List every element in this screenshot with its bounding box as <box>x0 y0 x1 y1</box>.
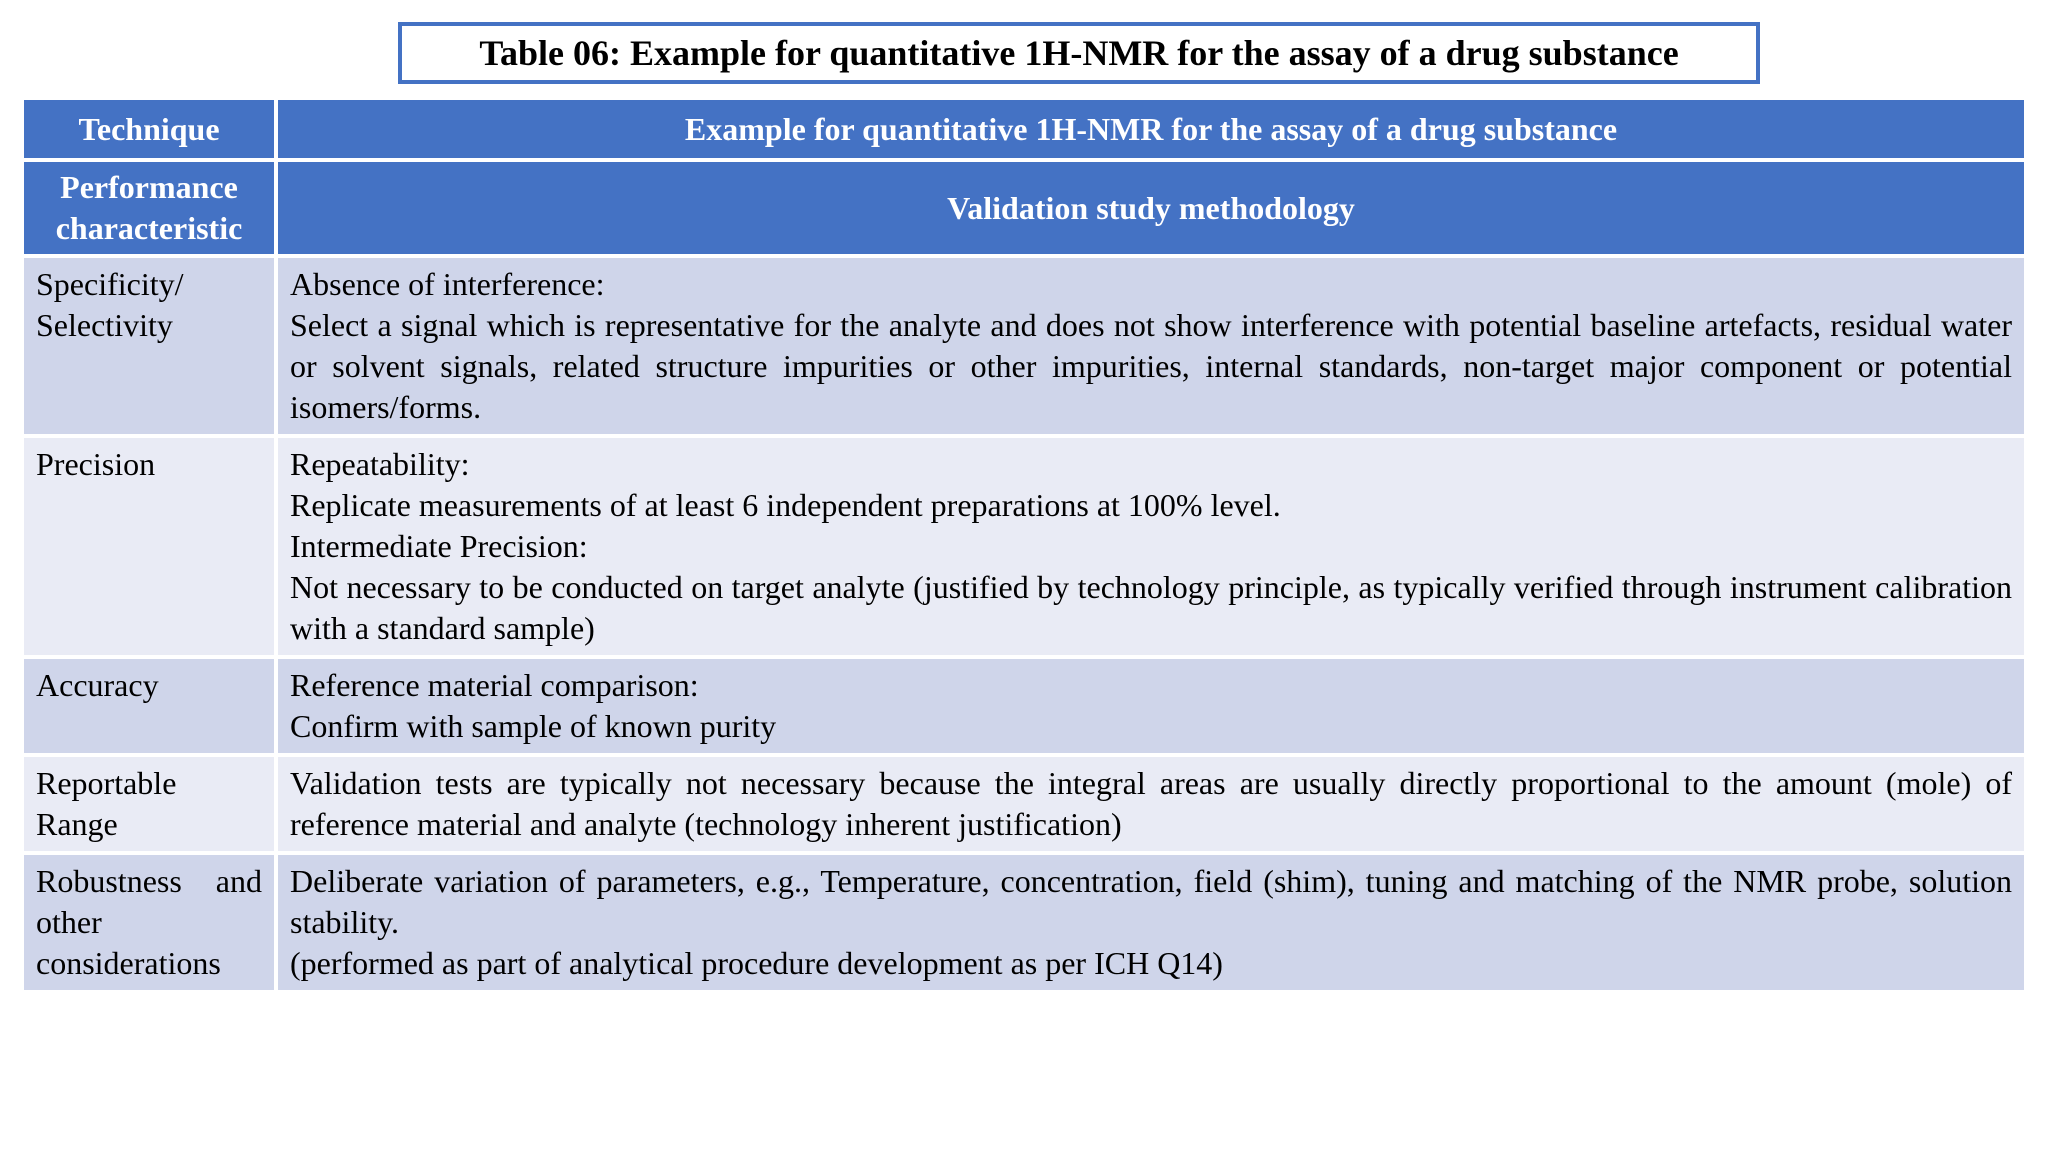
methodology-line: Validation tests are typically not necessary because the integral areas are usually directly proportional to the amount (mole) of reference material and analyte (technology inherent justification) <box>290 765 2012 842</box>
row-characteristic: Specificity/ Selectivity <box>24 258 274 434</box>
table-row <box>24 438 2024 655</box>
row-methodology <box>278 659 2024 753</box>
methodology-line: Confirm with sample of known purity <box>290 708 777 744</box>
header-row-characteristic <box>24 162 2024 254</box>
methodology-line: Deliberate variation of parameters, e.g., Temperature, concentration, field (shim), tuning and matching of the NMR probe, solution stability. <box>290 863 2012 940</box>
methodology-line: Intermediate Precision: <box>290 528 588 564</box>
row-characteristic: Accuracy <box>24 659 274 753</box>
methodology-line: Repeatability: <box>290 446 470 482</box>
table-title: Table 06: Example for quantitative 1H-NMR for the assay of a drug substance <box>398 22 1760 84</box>
methodology-line: (performed as part of analytical procedure development as per ICH Q14) <box>290 945 1223 981</box>
row-characteristic: Robustness and other considerations <box>24 855 274 990</box>
methodology-line: Absence of interference: <box>290 266 605 302</box>
header-characteristic-label: Performance characteristic <box>24 162 274 254</box>
table-row <box>24 258 2024 434</box>
row-methodology <box>278 855 2024 990</box>
methodology-line: Select a signal which is representative for the analyte and does not show interference with potential baseline artefacts, residual water or solvent signals, related structure impurities or other impurities, internal standards, non-target major component or potential isomers/forms. <box>290 307 2012 425</box>
methodology-line: Reference material comparison: <box>290 667 699 703</box>
validation-table <box>20 96 2028 994</box>
table-row <box>24 757 2024 851</box>
row-methodology <box>278 258 2024 434</box>
header-row-technique <box>24 100 2024 158</box>
row-methodology <box>278 438 2024 655</box>
table-row <box>24 855 2024 990</box>
header-technique-value: Example for quantitative 1H-NMR for the assay of a drug substance <box>278 100 2024 158</box>
methodology-line: Replicate measurements of at least 6 independent preparations at 100% level. <box>290 487 1281 523</box>
row-characteristic: Reportable Range <box>24 757 274 851</box>
methodology-line: Not necessary to be conducted on target analyte (justified by technology principle, as typically verified through instrument calibration with a standard sample) <box>290 569 2012 646</box>
row-characteristic: Precision <box>24 438 274 655</box>
table-row <box>24 659 2024 753</box>
header-technique-label: Technique <box>24 100 274 158</box>
row-methodology <box>278 757 2024 851</box>
header-methodology-label: Validation study methodology <box>278 162 2024 254</box>
